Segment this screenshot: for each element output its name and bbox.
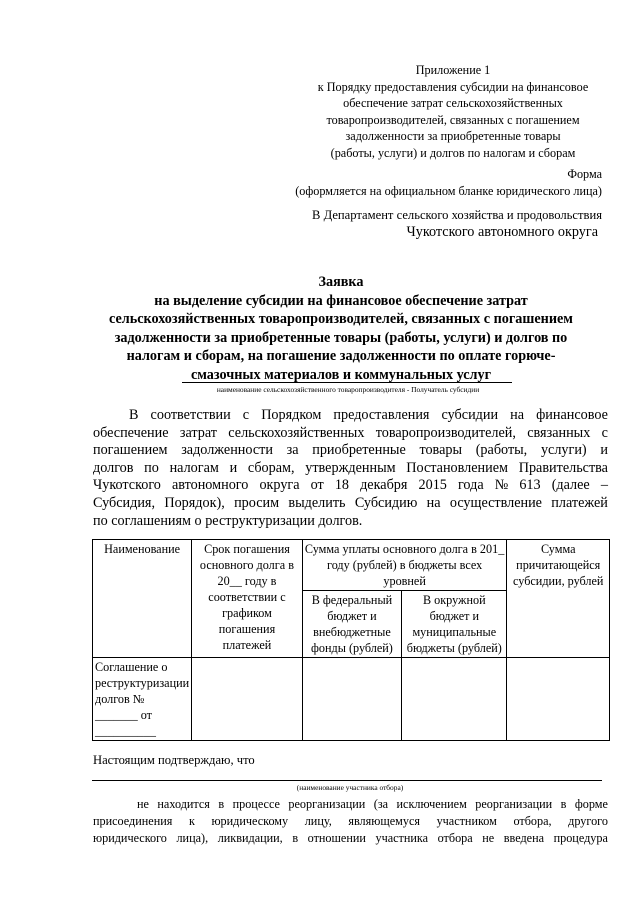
word: платежей <box>551 494 608 511</box>
header-subsidy: Сумма причитающейся субсидии, рублей <box>507 540 610 658</box>
word: осуществление <box>449 494 542 511</box>
paragraph-line <box>93 796 608 813</box>
row-name-cell: Соглашение о реструктуризации долгов № _______ от __________ <box>93 658 192 741</box>
participant-caption: (наименование участника отбора) <box>296 783 404 792</box>
word: Порядок), <box>164 494 225 511</box>
word: связанных <box>527 424 591 441</box>
header-federal: В федеральный бюджет и внебюджетные фонды (рублей) <box>302 591 401 658</box>
word: утвержденным <box>305 459 396 476</box>
word: форме <box>574 797 608 811</box>
word: услуги) <box>540 442 587 459</box>
participant-name-line <box>92 780 602 781</box>
word: Субсидию <box>354 494 418 511</box>
word: в <box>218 797 225 811</box>
word: не <box>482 831 495 845</box>
appendix-line: Приложение 1 <box>415 63 491 77</box>
form-label: Форма <box>567 167 602 181</box>
word: участника <box>375 831 429 845</box>
confirm-text: Настоящим подтверждаю, что <box>93 753 255 767</box>
form-note-text: (оформляется на официальном бланке юридического лица) <box>295 184 602 198</box>
debt-table <box>92 539 610 741</box>
row-subsidy-cell[interactable] <box>507 658 610 741</box>
word: (работы, <box>475 442 528 459</box>
paragraph-line: по соглашениям о реструктуризации долгов. <box>93 512 363 529</box>
word: № <box>494 477 509 494</box>
word: – <box>600 477 608 494</box>
paragraph-line <box>93 813 608 830</box>
paragraph-line <box>93 495 608 513</box>
word: юридическому <box>211 814 289 828</box>
word: не <box>137 797 149 811</box>
paragraph-line <box>93 407 608 425</box>
word: Чукотского <box>93 477 161 494</box>
word: В <box>129 407 139 423</box>
word: соответствии <box>150 407 231 423</box>
word: года <box>457 477 484 494</box>
word: участником <box>436 814 497 828</box>
word: с <box>601 424 608 441</box>
word: финансовое <box>536 407 608 423</box>
word: субсидии <box>441 407 499 423</box>
main-paragraph <box>93 407 608 530</box>
word: автономного <box>171 477 249 494</box>
word: и <box>229 459 238 476</box>
appendix-line: задолженности за приобретенные товары <box>345 129 561 143</box>
paragraph-line <box>93 477 608 495</box>
word: присоединения <box>93 814 173 828</box>
addressee <box>182 207 602 241</box>
word: выделить <box>288 494 346 511</box>
word: процессе <box>232 797 280 811</box>
addressee-line-2: Чукотского автономного округа <box>406 224 598 240</box>
word: округа <box>259 477 300 494</box>
word: Порядком <box>261 407 322 423</box>
word: введена <box>503 831 545 845</box>
word: Правительства <box>518 459 608 476</box>
row-regional-cell[interactable] <box>402 658 507 741</box>
paragraph-line <box>93 460 608 478</box>
word: 18 <box>334 477 349 494</box>
paragraph-line <box>93 425 608 443</box>
applicant-name-line <box>182 382 512 383</box>
word: задолженности <box>181 442 273 459</box>
document-title <box>76 273 606 384</box>
appendix-line: (работы, услуги) и долгов по налогам и сборам <box>330 145 576 160</box>
header-sum: Сумма уплаты основного долга в 201_ году (рублей) в бюджеты всех уровней <box>302 540 507 591</box>
title-line: налогам и сборам, на погашение задолженности по оплате горюче- <box>126 348 556 364</box>
word: (далее <box>551 477 590 494</box>
word: Постановлением <box>406 459 508 476</box>
word: просим <box>234 494 280 511</box>
form-note <box>182 166 602 200</box>
word: исключением <box>396 797 467 811</box>
word: и <box>600 442 608 459</box>
word: с <box>242 407 250 423</box>
appendix-line: товаропроизводителей, связанных с погашением <box>326 112 580 127</box>
header-term: Срок погашения основного долга в 20__ году в соответствии с графиком погашения платежей <box>192 540 303 658</box>
word: к <box>188 814 195 828</box>
addressee-line-1: В Департамент сельского хозяйства и продовольствия <box>312 208 602 222</box>
header-name: Наименование <box>93 540 192 658</box>
word: (за <box>373 797 389 811</box>
word: юридического <box>93 831 167 845</box>
word: другого <box>568 814 608 828</box>
table-header-row <box>93 540 610 591</box>
title-line: задолженности за приобретенные товары (работы, услуги) и долгов по <box>114 329 568 346</box>
word: реорганизации <box>475 797 553 811</box>
word: в <box>292 831 299 845</box>
word: товары <box>419 442 462 459</box>
word: 613 <box>519 477 541 494</box>
word: затрат <box>179 424 217 441</box>
word: на <box>426 494 441 511</box>
word: за <box>286 442 299 459</box>
paragraph-line <box>93 830 608 847</box>
title-line: Заявка <box>318 274 364 290</box>
word: налогам <box>169 459 219 476</box>
word: погашением <box>93 442 168 459</box>
appendix-header <box>290 62 616 161</box>
word: отношении <box>307 831 366 845</box>
word: сборам, <box>247 459 295 476</box>
word: долгов <box>93 459 134 476</box>
appendix-line: к Порядку предоставления субсидии на финансовое <box>317 79 589 94</box>
paragraph-line <box>93 442 608 460</box>
title-line: на выделение субсидии на финансовое обеспечение затрат <box>154 292 528 309</box>
appendix-line: обеспечение затрат сельскохозяйственных <box>343 96 563 110</box>
word: по <box>144 459 159 476</box>
word: отбора <box>437 831 473 845</box>
word: ликвидации, <box>217 831 283 845</box>
word: товаропроизводителей, <box>375 424 516 441</box>
word: предоставления <box>333 407 430 423</box>
word: процедура <box>553 831 608 845</box>
row-federal-cell[interactable] <box>302 658 401 741</box>
title-line: смазочных материалов и коммунальных услуг <box>190 366 492 383</box>
row-term-cell[interactable] <box>192 658 303 741</box>
table-row <box>93 658 610 741</box>
word: сельскохозяйственных <box>228 424 365 441</box>
word: 2015 <box>418 477 447 494</box>
word: в <box>560 797 567 811</box>
word: декабря <box>360 477 408 494</box>
tail-paragraph <box>93 796 608 847</box>
header-regional: В окружной бюджет и муниципальные бюджеты (рублей) <box>402 591 507 658</box>
word: лицу, <box>304 814 332 828</box>
applicant-caption: наименование сельскохозяйственного товаропроизводителя - Получатель субсидии <box>216 385 480 394</box>
word: являющемуся <box>348 814 420 828</box>
word: находится <box>157 797 210 811</box>
word: отбора, <box>513 814 552 828</box>
word: от <box>310 477 324 494</box>
title-line: сельскохозяйственных товаропроизводителей, связанных с погашением <box>109 311 573 327</box>
word: обеспечение <box>93 424 169 441</box>
word: на <box>510 407 525 423</box>
word: приобретенные <box>312 442 406 459</box>
word: Субсидия, <box>93 494 156 511</box>
word: реорганизации <box>288 797 366 811</box>
word: лица), <box>176 831 209 845</box>
